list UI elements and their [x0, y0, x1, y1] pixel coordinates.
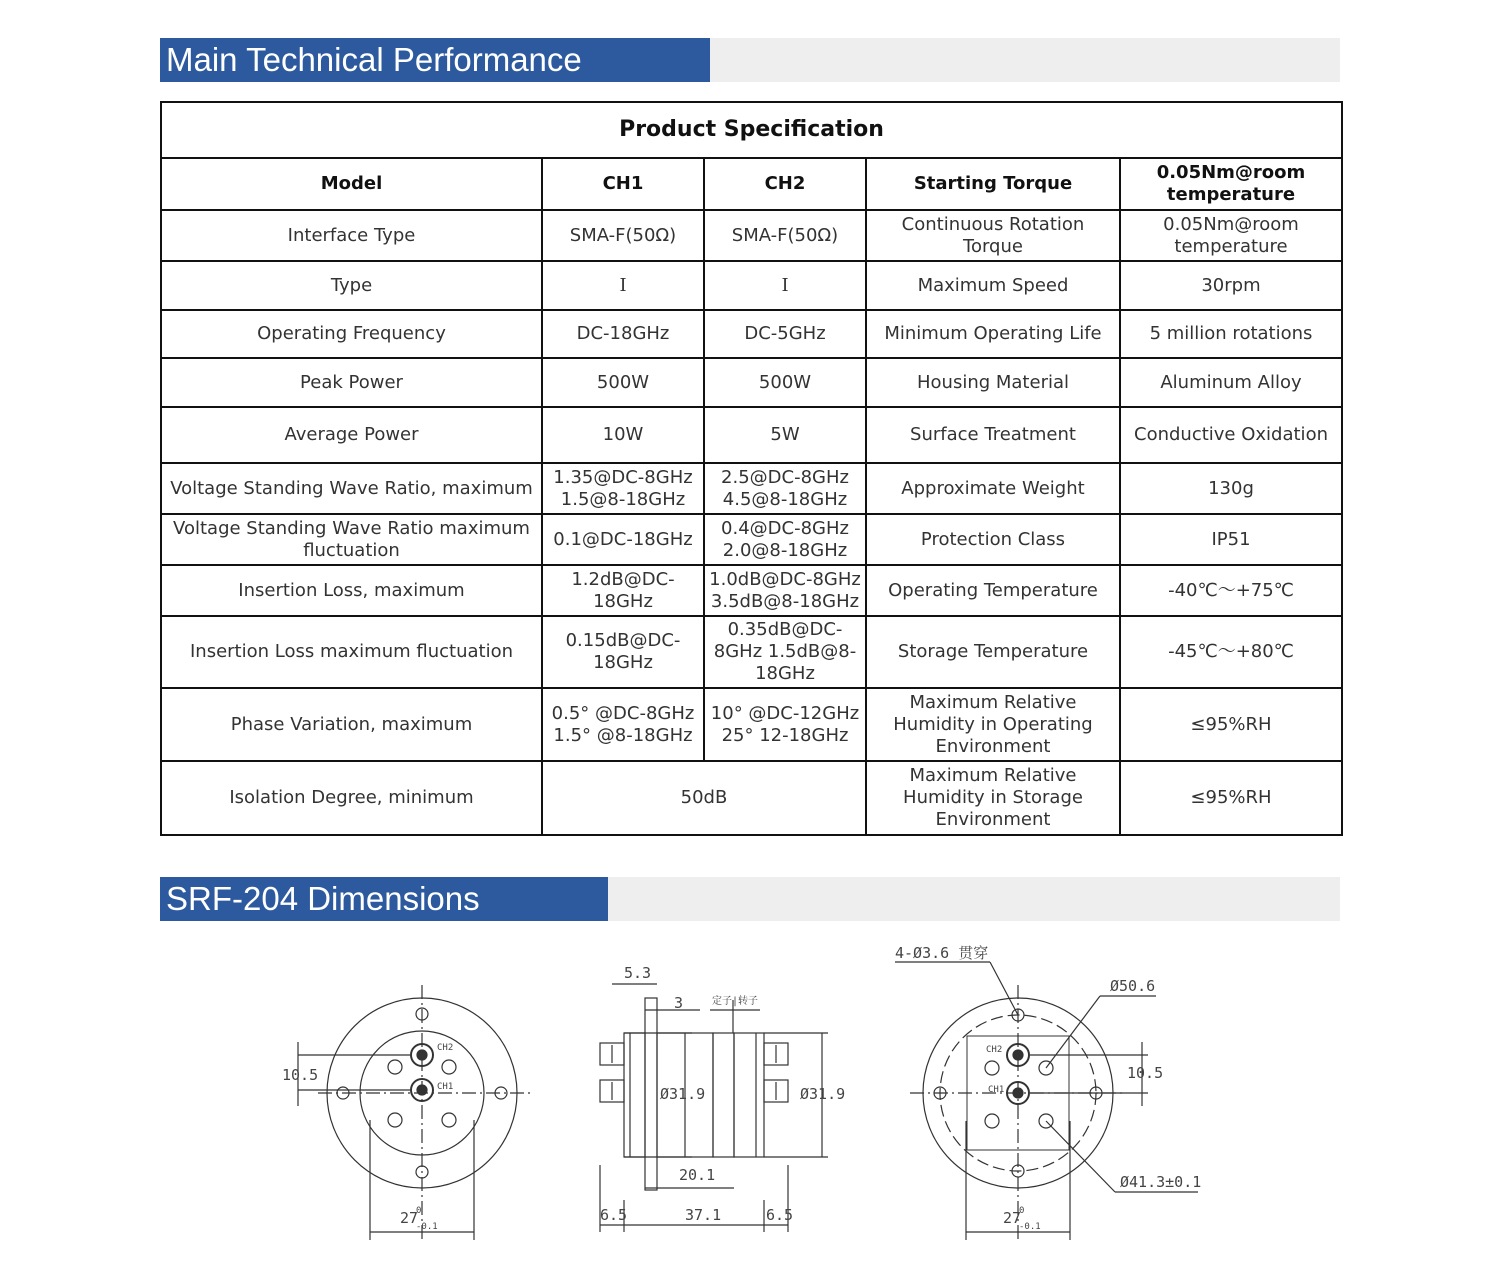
- dimension-drawings: [0, 930, 1500, 1250]
- section-title: SRF-204 Dimensions: [160, 877, 608, 921]
- table-cell: Isolation Degree, minimum: [161, 761, 542, 835]
- table-cell: I: [542, 261, 704, 310]
- table-row: [161, 514, 1342, 565]
- table-cell: SMA-F(50Ω): [542, 210, 704, 261]
- table-row: [161, 407, 1342, 463]
- table-cell: 0.1@DC-18GHz: [542, 514, 704, 565]
- stator-rotor-label: 定子|转子: [712, 996, 759, 1007]
- dimension-label: 10.5: [1127, 1064, 1164, 1082]
- table-row: [161, 358, 1342, 407]
- table-cell: DC-18GHz: [542, 310, 704, 358]
- section-header-performance: [160, 38, 1340, 82]
- header-cell: Model: [161, 158, 542, 210]
- table-cell: 0.5° @DC-8GHz 1.5° @8-18GHz: [542, 688, 704, 761]
- table-cell: Storage Temperature: [866, 616, 1120, 688]
- table-cell: 0.05Nm@room temperature: [1120, 210, 1342, 261]
- table-cell: IP51: [1120, 514, 1342, 565]
- header-cell: CH1: [542, 158, 704, 210]
- table-cell: Phase Variation, maximum: [161, 688, 542, 761]
- table-cell: Maximum Relative Humidity in Storage Environment: [866, 761, 1120, 835]
- rear-view-drawing: [895, 944, 1201, 1240]
- ch1-label: CH1: [988, 1085, 1005, 1095]
- table-caption: Product Specification: [161, 102, 1342, 158]
- table-cell: I: [704, 261, 866, 310]
- table-cell: 1.0dB@DC-8GHz 3.5dB@8-18GHz: [704, 565, 866, 616]
- tolerance-label: 0: [1019, 1206, 1025, 1216]
- diameter-label: Ø50.6: [1110, 977, 1156, 995]
- table-cell: 5 million rotations: [1120, 310, 1342, 358]
- dimension-label: 27: [400, 1209, 419, 1227]
- table-row: [161, 463, 1342, 514]
- dimension-label: 6.5: [766, 1206, 794, 1224]
- table-cell: Operating Temperature: [866, 565, 1120, 616]
- table-row: [161, 210, 1342, 261]
- ch1-label: CH1: [437, 1082, 454, 1092]
- table-cell: -45℃～+80℃: [1120, 616, 1342, 688]
- front-view-drawing: [282, 985, 530, 1240]
- table-cell: 500W: [542, 358, 704, 407]
- table-cell: 10W: [542, 407, 704, 463]
- table-cell: Conductive Oxidation: [1120, 407, 1342, 463]
- table-cell: Peak Power: [161, 358, 542, 407]
- table-cell: 500W: [704, 358, 866, 407]
- table-row: [161, 688, 1342, 761]
- table-cell: -40℃～+75℃: [1120, 565, 1342, 616]
- table-cell: Approximate Weight: [866, 463, 1120, 514]
- section-header-dimensions: [160, 877, 1340, 921]
- table-cell: 1.35@DC-8GHz 1.5@8-18GHz: [542, 463, 704, 514]
- table-cell: 0.15dB@DC-18GHz: [542, 616, 704, 688]
- table-cell: 10° @DC-12GHz 25° 12-18GHz: [704, 688, 866, 761]
- table-cell: Average Power: [161, 407, 542, 463]
- table-cell: Housing Material: [866, 358, 1120, 407]
- tolerance-label: 0: [416, 1206, 422, 1216]
- side-view-drawing: [600, 964, 845, 1232]
- table-cell: 0.4@DC-8GHz 2.0@8-18GHz: [704, 514, 866, 565]
- table-cell: ≤95%RH: [1120, 761, 1342, 835]
- table-cell: Operating Frequency: [161, 310, 542, 358]
- table-row: [161, 616, 1342, 688]
- table-cell: 0.35dB@DC-8GHz 1.5dB@8-18GHz: [704, 616, 866, 688]
- table-cell: Aluminum Alloy: [1120, 358, 1342, 407]
- table-cell: Continuous Rotation Torque: [866, 210, 1120, 261]
- table-cell: Insertion Loss maximum fluctuation: [161, 616, 542, 688]
- table-cell: DC-5GHz: [704, 310, 866, 358]
- dimension-label: 37.1: [685, 1206, 722, 1224]
- table-cell: 5W: [704, 407, 866, 463]
- table-row: [161, 565, 1342, 616]
- pcd-label: Ø41.3±0.1: [1120, 1173, 1202, 1191]
- table-row: [161, 761, 1342, 835]
- spec-table: [160, 101, 1343, 836]
- dimension-label: 3: [674, 994, 684, 1012]
- section-title: Main Technical Performance: [160, 38, 710, 82]
- table-row: [161, 310, 1342, 358]
- dimension-label: 10.5: [282, 1066, 319, 1084]
- header-cell: 0.05Nm@room temperature: [1120, 158, 1342, 210]
- table-cell: Minimum Operating Life: [866, 310, 1120, 358]
- dimension-label: 5.3: [624, 964, 652, 982]
- dimension-label: 27: [1003, 1209, 1022, 1227]
- table-cell: Maximum Relative Humidity in Operating Environment: [866, 688, 1120, 761]
- holes-label: 4-Ø3.6 贯穿: [895, 944, 989, 962]
- table-cell: Insertion Loss, maximum: [161, 565, 542, 616]
- table-cell: 1.2dB@DC-18GHz: [542, 565, 704, 616]
- table-cell: 130g: [1120, 463, 1342, 514]
- dimension-label: 6.5: [600, 1206, 628, 1224]
- table-cell: Surface Treatment: [866, 407, 1120, 463]
- table-cell: ≤95%RH: [1120, 688, 1342, 761]
- table-cell: Type: [161, 261, 542, 310]
- table-cell: Voltage Standing Wave Ratio maximum fluctuation: [161, 514, 542, 565]
- table-row: [161, 261, 1342, 310]
- tolerance-label: -0.1: [416, 1222, 438, 1232]
- diameter-label: Ø31.9: [660, 1085, 706, 1103]
- tolerance-label: -0.1: [1019, 1222, 1041, 1232]
- table-cell: Protection Class: [866, 514, 1120, 565]
- table-cell: Voltage Standing Wave Ratio, maximum: [161, 463, 542, 514]
- table-cell: Maximum Speed: [866, 261, 1120, 310]
- table-cell: Interface Type: [161, 210, 542, 261]
- table-cell: 2.5@DC-8GHz 4.5@8-18GHz: [704, 463, 866, 514]
- ch2-label: CH2: [986, 1045, 1003, 1055]
- table-cell: 30rpm: [1120, 261, 1342, 310]
- header-cell: Starting Torque: [866, 158, 1120, 210]
- ch2-label: CH2: [437, 1043, 454, 1053]
- table-cell: 50dB: [542, 761, 866, 835]
- table-cell: SMA-F(50Ω): [704, 210, 866, 261]
- dimension-label: 20.1: [679, 1166, 716, 1184]
- header-cell: CH2: [704, 158, 866, 210]
- diameter-label: Ø31.9: [800, 1085, 846, 1103]
